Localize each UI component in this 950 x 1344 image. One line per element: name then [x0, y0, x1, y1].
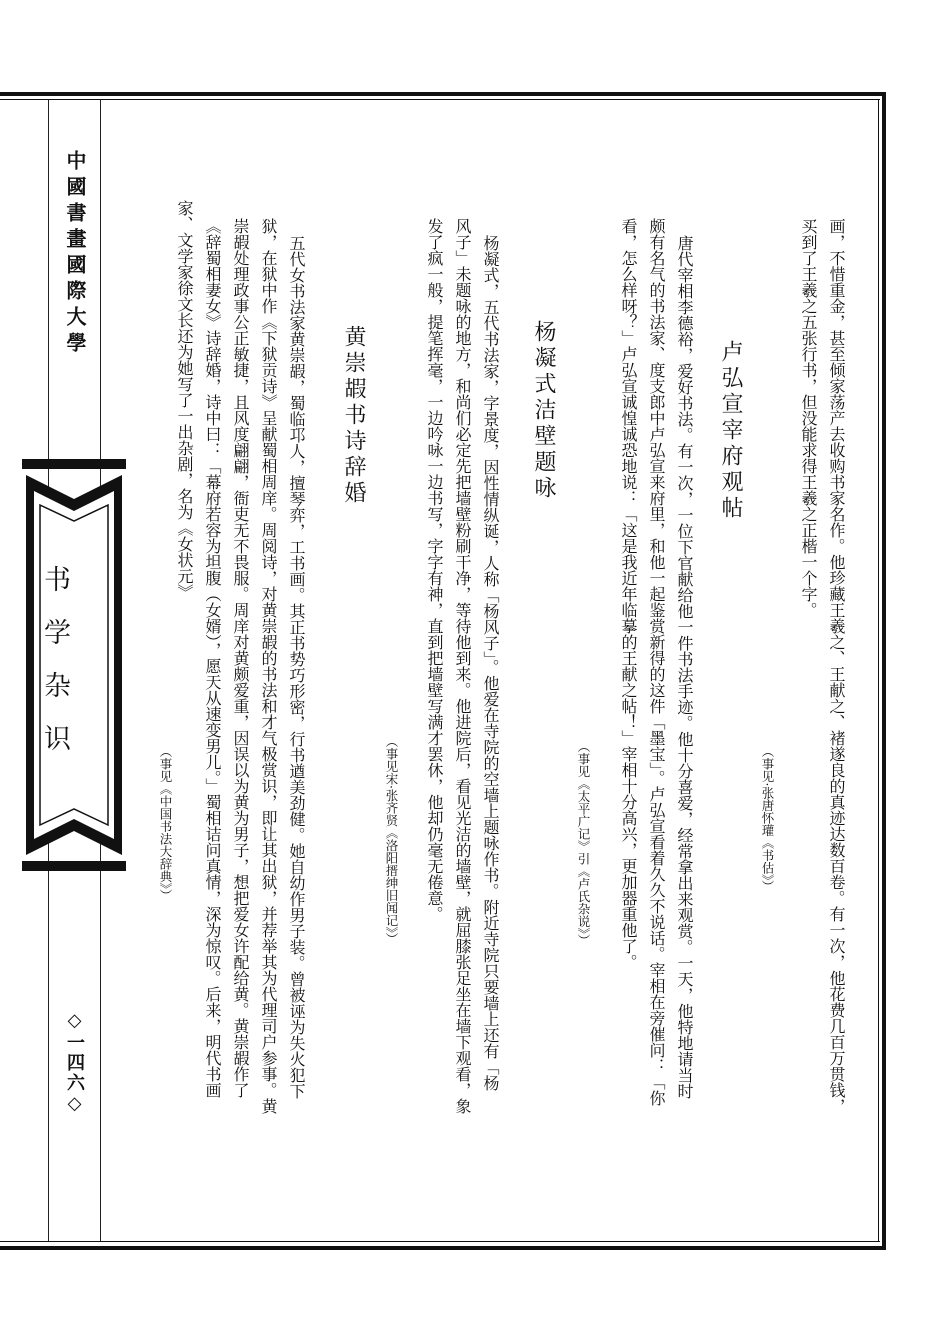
article-title: 黄崇嘏书诗辞婚	[341, 325, 366, 507]
body-line: 杨凝式，五代书法家，字景度，因性情纵诞，人称「杨风子」。他爱在寺院的空墙上题咏作书。附近寺院只要墙上还有「杨	[481, 235, 500, 1091]
body-line: 唐代宰相李德裕，爱好书法。有一次，一位下官献给他一件书法手迹。他十分喜爱，经常拿出来观赏。一天，他特地请当时	[675, 235, 694, 1099]
body-line: 狱，在狱中作《下狱贡诗》呈献蜀相周庠。周阅诗，对黄崇嘏的书法和才气极赏识，即让其出狱，并荐举其为代理司户参事。黄	[259, 218, 278, 1114]
body-line: 颇有名气的书法家、度支郎中卢弘宣来府里，和他一起鉴赏新得的这件「墨宝」。卢弘宣看着久久不说话。宰相在旁催问：「你	[647, 218, 666, 1106]
body-line: 崇嘏处理政事公正敏捷，且风度翩翩，衙吏无不畏服。周庠对黄颇爱重，因误以为黄为男子，想把爱女许配给黄。黄崇嘏作了	[231, 218, 250, 1098]
page-frame-bottom	[0, 1246, 886, 1250]
body-line: 发了疯一般，提笔挥毫，一边吟咏一边书写，字字有神，直到把墙壁写满才罢休，他却仍毫无倦意。	[425, 218, 444, 922]
page-frame-right	[882, 92, 886, 1250]
page-frame-top-inner	[0, 99, 880, 100]
article-title: 卢弘宣宰府观帖	[718, 340, 743, 522]
page-frame-top	[0, 92, 886, 96]
book-title: 书学杂识	[39, 565, 70, 777]
citation: （事见《太平广记》引《卢氏杂说》）	[576, 740, 591, 947]
article-title: 杨凝式洁壁题咏	[531, 320, 556, 502]
body-line: 看，怎么样呀？」卢弘宣诚惶诚恐地说：「这是我近年临摹的王献之帖！」宰相十分高兴，更加器重他了。	[619, 218, 638, 970]
prev-text-line: 画，不惜重金，甚至倾家荡产去收购书家名作。他珍藏王羲之、王献之、褚遂良的真迹达数百卷。有一次，他花费几百万贯钱，	[827, 218, 846, 1114]
citation: （事见《中国书法大辞典》）	[158, 745, 173, 902]
body-line: 家、文学家徐文长还为她写了一出杂剧，名为《女状元》	[175, 200, 194, 600]
body-line: 风子」未题咏的地方，和尚们必定先把墙壁粉刷干净，等待他到来。他进院后，看见光洁的墙壁，就屈膝张足坐在墙下观看，象	[453, 218, 472, 1114]
series-title: 中國書畫國際大學	[63, 150, 87, 358]
page-frame-bottom-inner	[0, 1241, 880, 1242]
body-line: 五代女书法家黄崇嘏，蜀临邛人，擅琴弈，工书画。其正书势巧形密，行书遒美劲健。她自幼作男子装。曾被诬为失火犯下	[287, 235, 306, 1099]
page-frame-right-inner	[878, 99, 879, 1242]
body-line: 《辞蜀相妻女》诗辞婚，诗中曰：「幕府若容为坦腹（女婿），愿天从速变男儿。」蜀相诘问真情，深为惊叹。后来，明代书画	[203, 218, 222, 1098]
citation: （事见宋·张齐贤《洛阳搢绅旧闻记》）	[384, 735, 399, 946]
prev-text-line: 买到了王羲之五张行书，但没能求得王羲之正楷一个字。	[799, 218, 818, 618]
citation: （事见·张唐怀瓘《书估》）	[760, 745, 775, 893]
page-number: ◇一四六◇	[64, 1010, 85, 1116]
